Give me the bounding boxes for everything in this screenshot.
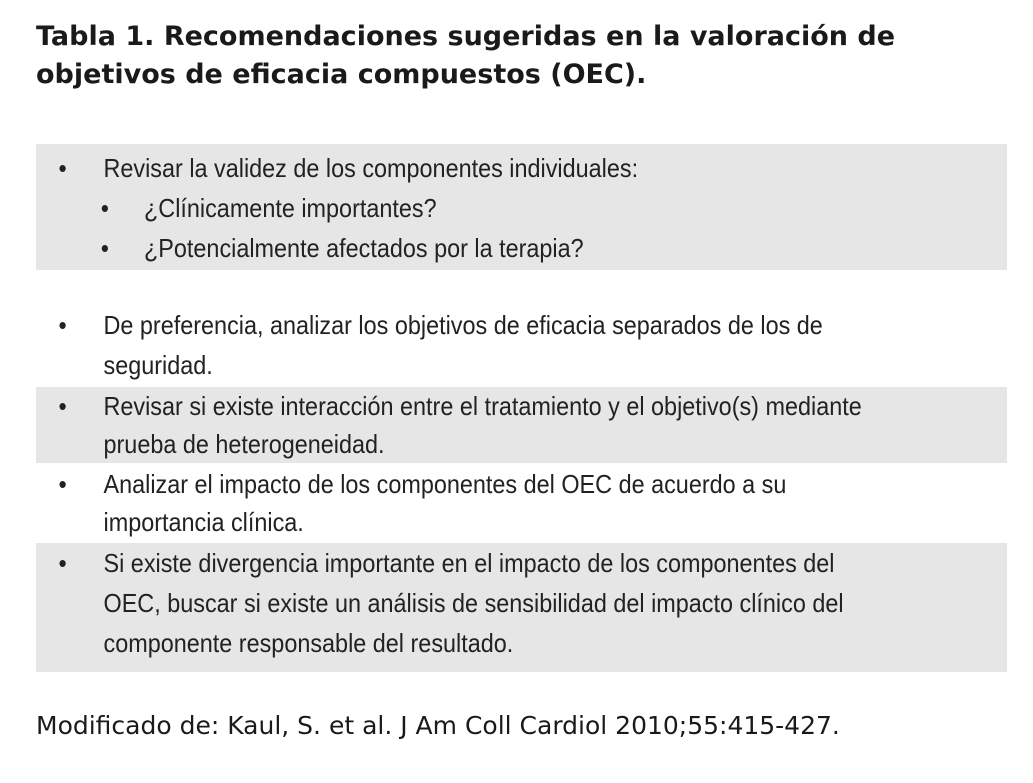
bullet-icon: • — [58, 548, 67, 578]
bullet-icon: • — [100, 193, 109, 223]
item-text: De preferencia, analizar los objetivos de eficacia separados de los de — [103, 310, 823, 340]
list-item — [36, 148, 1004, 188]
list-item — [36, 543, 1004, 663]
item-text: Analizar el impacto de los componentes del OEC de acuerdo a su — [103, 469, 787, 499]
item-text: Si existe divergencia importante en el impacto de los componentes del — [103, 548, 835, 578]
item-text-continued: seguridad. — [103, 350, 213, 380]
table-row — [36, 144, 1007, 270]
list-item — [36, 465, 1004, 541]
item-text-continued: componente responsable del resultado. — [103, 628, 514, 658]
bullet-icon: • — [100, 233, 109, 263]
table-row — [36, 543, 1007, 672]
item-text: Revisar si existe interacción entre el tratamiento y el objetivo(s) mediante — [103, 391, 862, 421]
bullet-icon: • — [58, 469, 67, 499]
table-row — [36, 305, 1007, 385]
sub-list-item — [36, 188, 999, 228]
source-citation: Modificado de: Kaul, S. et al. J Am Coll Cardiol 2010;55:415-427. — [36, 711, 840, 740]
bullet-icon: • — [58, 310, 67, 340]
sub-item-text: ¿Clínicamente importantes? — [144, 193, 437, 223]
bullet-icon: • — [58, 391, 67, 421]
list-item — [36, 387, 1004, 463]
item-text-continued: prueba de heterogeneidad. — [103, 429, 385, 459]
sub-item-text: ¿Potencialmente afectados por la terapia? — [144, 233, 584, 263]
item-text: Revisar la validez de los componentes individuales: — [103, 153, 639, 183]
table-row — [36, 387, 1007, 463]
table-label: Tabla 1. — [36, 21, 155, 52]
table-caption: Recomendaciones sugeridas en la valoración de objetivos de eficacia compuestos (OEC). — [36, 21, 896, 90]
table-row — [36, 465, 1007, 541]
list-item — [36, 305, 1004, 385]
sub-list-item — [36, 228, 999, 268]
bullet-icon: • — [58, 153, 67, 183]
item-text-continued: importancia clínica. — [103, 507, 304, 537]
item-text-continued: OEC, buscar si existe un análisis de sensibilidad del impacto clínico del — [103, 588, 844, 618]
